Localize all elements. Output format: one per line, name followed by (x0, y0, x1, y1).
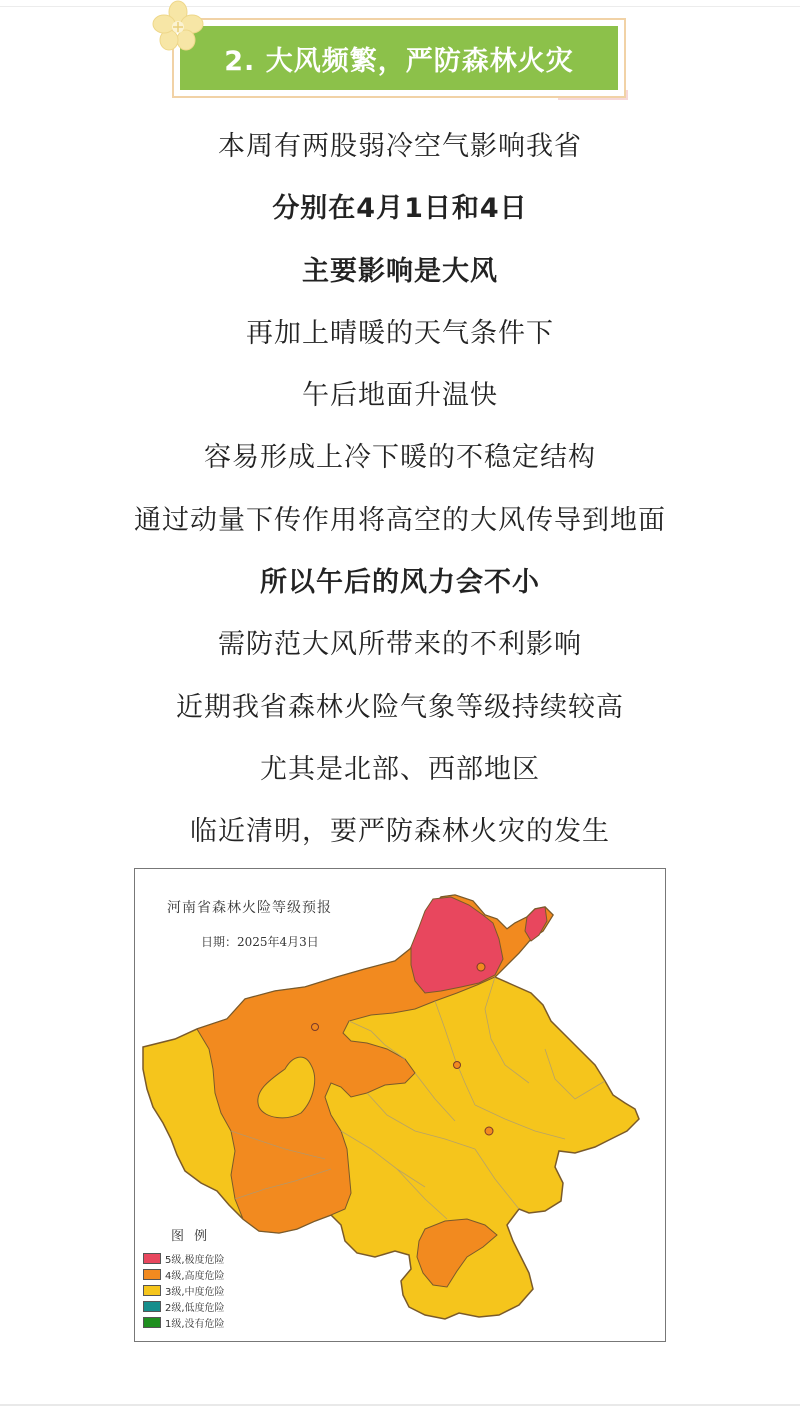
legend-rows (143, 1250, 263, 1330)
legend-label: 4级,高度危险 (165, 1270, 225, 1282)
body-line-5: 午后地面升温快 (302, 380, 498, 412)
legend-item (143, 1282, 263, 1298)
legend-label: 1级,没有危险 (165, 1318, 225, 1330)
legend-label: 5级,极度危险 (165, 1254, 225, 1266)
legend-label: 3级,中度危险 (165, 1286, 225, 1298)
city-marker (477, 963, 485, 971)
body-line-7: 通过动量下传作用将高空的大风传导到地面 (134, 504, 666, 536)
fire-risk-map-card (134, 868, 666, 1342)
body-line-4: 再加上晴暖的天气条件下 (246, 317, 554, 349)
region-level5-east (525, 907, 547, 941)
flower-icon (152, 0, 204, 52)
bottom-divider (0, 1404, 800, 1406)
legend-item (143, 1314, 263, 1330)
body-line-10: 近期我省森林火险气象等级持续较高 (176, 691, 624, 723)
legend-label: 2级,低度危险 (165, 1302, 225, 1314)
body-line-11: 尤其是北部、西部地区 (260, 753, 540, 785)
body-line-8: 所以午后的风力会不小 (260, 567, 540, 599)
city-marker (454, 1062, 461, 1069)
legend-title: 图 例 (171, 1229, 211, 1244)
city-marker (485, 1127, 493, 1135)
map-legend (143, 1225, 263, 1330)
body-line-1: 本周有两股弱冷空气影响我省 (218, 131, 582, 162)
map-title: 河南省森林火险等级预报 (167, 900, 332, 916)
legend-swatch (143, 1285, 161, 1296)
city-marker (312, 1024, 319, 1031)
body-line-12: 临近清明，要严防森林火灾的发生 (190, 816, 610, 848)
top-divider (0, 6, 800, 7)
section-title-banner (172, 14, 628, 100)
legend-item (143, 1250, 263, 1266)
body-line-9: 需防范大风所带来的不利影响 (218, 629, 582, 661)
legend-swatch (143, 1253, 161, 1264)
banner-fill (180, 26, 618, 90)
section-title: 2. 大风频繁，严防森林火灾 (224, 45, 574, 77)
map-date: 日期：2025年4月3日 (201, 935, 319, 949)
legend-item (143, 1266, 263, 1282)
legend-swatch (143, 1317, 161, 1328)
legend-swatch (143, 1301, 161, 1312)
legend-swatch (143, 1269, 161, 1280)
body-line-6: 容易形成上冷下暖的不稳定结构 (204, 442, 596, 474)
article-body (0, 116, 800, 864)
body-line-3: 主要影响是大风 (302, 255, 498, 287)
legend-item (143, 1298, 263, 1314)
body-line-2: 分别在4月1日和4日 (272, 193, 528, 225)
